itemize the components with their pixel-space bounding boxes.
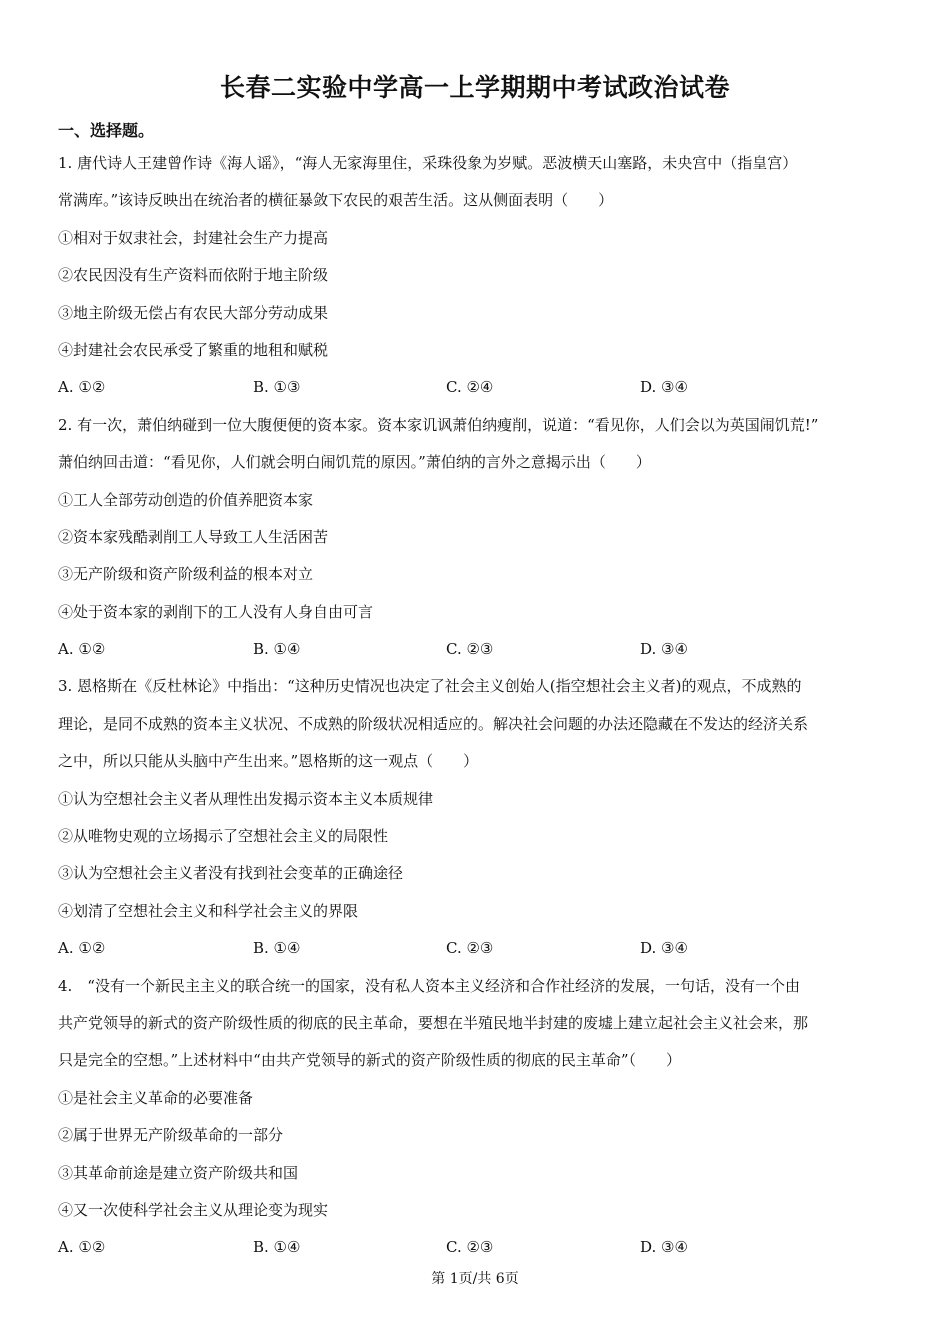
statement-item: ①是社会主义革命的必要准备 <box>58 1088 254 1107</box>
answer-options <box>58 631 894 668</box>
question-stem-line: 之中，所以只能从头脑中产生出来。”恩格斯的这一观点（ ） <box>58 752 479 771</box>
question-stem-line: 共产党领导的新式的资产阶级性质的彻底的民主革命，要想在半殖民地半封建的废墟上建立起社会主义社会来，那 <box>58 1013 809 1032</box>
option-a[interactable]: A. ①② <box>58 939 106 958</box>
question-stem-line: 2. 有一次，萧伯纳碰到一位大腹便便的资本家。资本家讥讽萧伯纳瘦削，说道：“看见你，人们会以为英国闹饥荒!” <box>58 415 819 434</box>
page-number: 第 1页/共 6页 <box>431 1271 519 1287</box>
question-1 <box>58 145 894 407</box>
question-stem-line: 理论，是同不成熟的资本主义状况、不成熟的阶级状况相适应的。解决社会问题的办法还隐藏在不发达的经济关系 <box>58 714 809 733</box>
question-stem-line: 4. “没有一个新民主主义的联合统一的国家，没有私人资本主义经济和合作社经济的发展，一句话，没有一个由 <box>58 976 800 995</box>
statement-item: ①认为空想社会主义者从理性出发揭示资本主义本质规律 <box>58 789 434 808</box>
option-d[interactable]: D. ③④ <box>640 640 688 659</box>
option-b[interactable]: B. ①③ <box>253 378 301 397</box>
statement-item: ③无产阶级和资产阶级利益的根本对立 <box>58 565 314 584</box>
question-stem-line: 常满库。”该诗反映出在统治者的横征暴敛下农民的艰苦生活。这从侧面表明（ ） <box>58 191 614 210</box>
question-stem-line: 1. 唐代诗人王建曾作诗《海人谣》，“海人无家海里住，采珠役象为岁赋。恶波横天山塞路，未央宫中（指皇宫） <box>58 154 798 172</box>
option-d[interactable]: D. ③④ <box>640 1238 688 1257</box>
statement-item: ③其革命前途是建立资产阶级共和国 <box>58 1163 299 1182</box>
question-4 <box>58 968 894 1267</box>
option-c[interactable]: C. ②④ <box>446 378 494 397</box>
statement-item: ③认为空想社会主义者没有找到社会变革的正确途径 <box>58 864 404 883</box>
question-list <box>58 145 894 1267</box>
question-stem-line: 3. 恩格斯在《反杜林论》中指出：“这种历史情况也决定了社会主义创始人(指空想社会主义者)的观点，不成熟的 <box>58 677 802 696</box>
option-b[interactable]: B. ①④ <box>253 939 301 958</box>
statement-item: ①相对于奴隶社会，封建社会生产力提高 <box>58 228 329 247</box>
answer-options <box>58 930 894 967</box>
option-a[interactable]: A. ①② <box>58 378 106 397</box>
statement-item: ④封建社会农民承受了繁重的地租和赋税 <box>58 340 329 359</box>
statement-item: ②农民因没有生产资料而依附于地主阶级 <box>58 266 329 285</box>
option-c[interactable]: C. ②③ <box>446 939 494 958</box>
option-a[interactable]: A. ①② <box>58 1238 106 1257</box>
statement-item: ④处于资本家的剥削下的工人没有人身自由可言 <box>58 602 374 621</box>
statement-item: ④划清了空想社会主义和科学社会主义的界限 <box>58 901 359 920</box>
page-title: 长春二实验中学高一上学期期中考试政治试卷 <box>219 73 730 102</box>
question-3 <box>58 668 894 967</box>
question-2 <box>58 407 894 669</box>
statement-item: ①工人全部劳动创造的价值养肥资本家 <box>58 490 314 509</box>
statement-item: ④又一次使科学社会主义从理论变为现实 <box>58 1200 329 1219</box>
statement-item: ③地主阶级无偿占有农民大部分劳动成果 <box>58 303 329 322</box>
question-stem-line: 只是完全的空想。”上述材料中“由共产党领导的新式的资产阶级性质的彻底的民主革命”（ ） <box>58 1051 682 1070</box>
statement-item: ②从唯物史观的立场揭示了空想社会主义的局限性 <box>58 827 389 846</box>
option-c[interactable]: C. ②③ <box>446 1238 494 1257</box>
option-a[interactable]: A. ①② <box>58 640 106 659</box>
option-d[interactable]: D. ③④ <box>640 378 688 397</box>
question-stem-line: 萧伯纳回击道：“看见你，人们就会明白闹饥荒的原因。”萧伯纳的言外之意揭示出（ ） <box>58 453 651 472</box>
option-d[interactable]: D. ③④ <box>640 939 688 958</box>
answer-options <box>58 369 894 406</box>
option-b[interactable]: B. ①④ <box>253 640 301 659</box>
section-heading: 一、选择题。 <box>58 121 155 140</box>
statement-item: ②属于世界无产阶级革命的一部分 <box>58 1126 284 1145</box>
option-c[interactable]: C. ②③ <box>446 640 494 659</box>
option-b[interactable]: B. ①④ <box>253 1238 301 1257</box>
statement-item: ②资本家残酷剥削工人导致工人生活困苦 <box>58 527 329 546</box>
answer-options <box>58 1229 894 1266</box>
